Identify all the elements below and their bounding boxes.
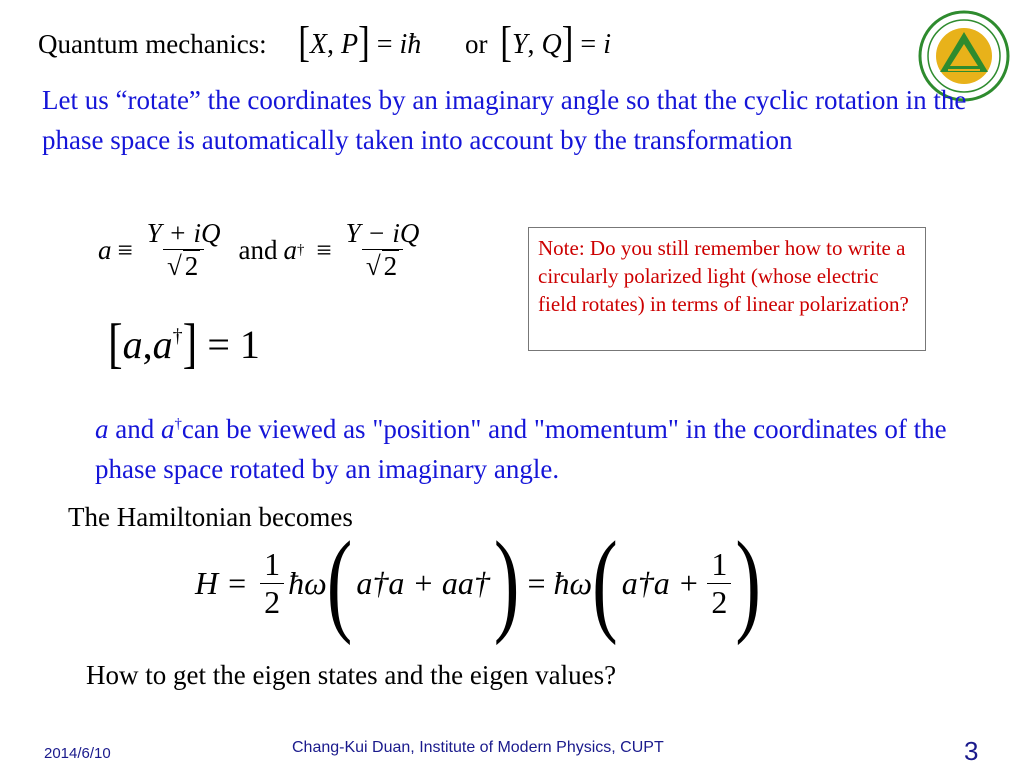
header-label: Quantum mechanics: bbox=[38, 29, 267, 59]
note-text: Note: Do you still remember how to write a circularly polarized light (whose electric field rotates) in terms of linear polarization? bbox=[538, 236, 909, 316]
header-line bbox=[38, 17, 611, 66]
commutator-xp: [X, P] = iħ bbox=[298, 17, 422, 66]
footer-date: 2014/6/10 bbox=[44, 745, 111, 762]
note-box bbox=[528, 227, 926, 351]
eigen-question: How to get the eigen states and the eigen values? bbox=[86, 660, 617, 690]
footer-author: Chang-Kui Duan, Institute of Modern Physics, CUPT bbox=[292, 739, 664, 756]
or-label: or bbox=[465, 29, 488, 59]
page-number: 3 bbox=[964, 736, 979, 766]
commutator-yq: [Y, Q] = i bbox=[500, 17, 611, 66]
and-label: and bbox=[238, 234, 278, 265]
hamiltonian-label: The Hamiltonian becomes bbox=[68, 502, 353, 532]
eq-a-definition: a ≡ Y + iQ √ 2 and a † ≡ Y − iQ √ 2 bbox=[98, 218, 420, 281]
explain-paragraph: a and a†can be viewed as "position" and "momentum" in the coordinates of the phase space rotated by an imaginary angle. bbox=[95, 414, 947, 484]
hamiltonian-equation: H = $\frac{1}{2}$ ħω ( a†a + aa† ) = ħω ( a†a + $\frac{1}{2}$ ) bbox=[195, 518, 761, 646]
intro-paragraph: Let us “rotate” the coordinates by an imaginary angle so that the cyclic rotation in the phase space is automatically taken into account by the transformation bbox=[42, 85, 967, 155]
commutator-a-adag: [a,a†] = 1 bbox=[108, 312, 260, 375]
